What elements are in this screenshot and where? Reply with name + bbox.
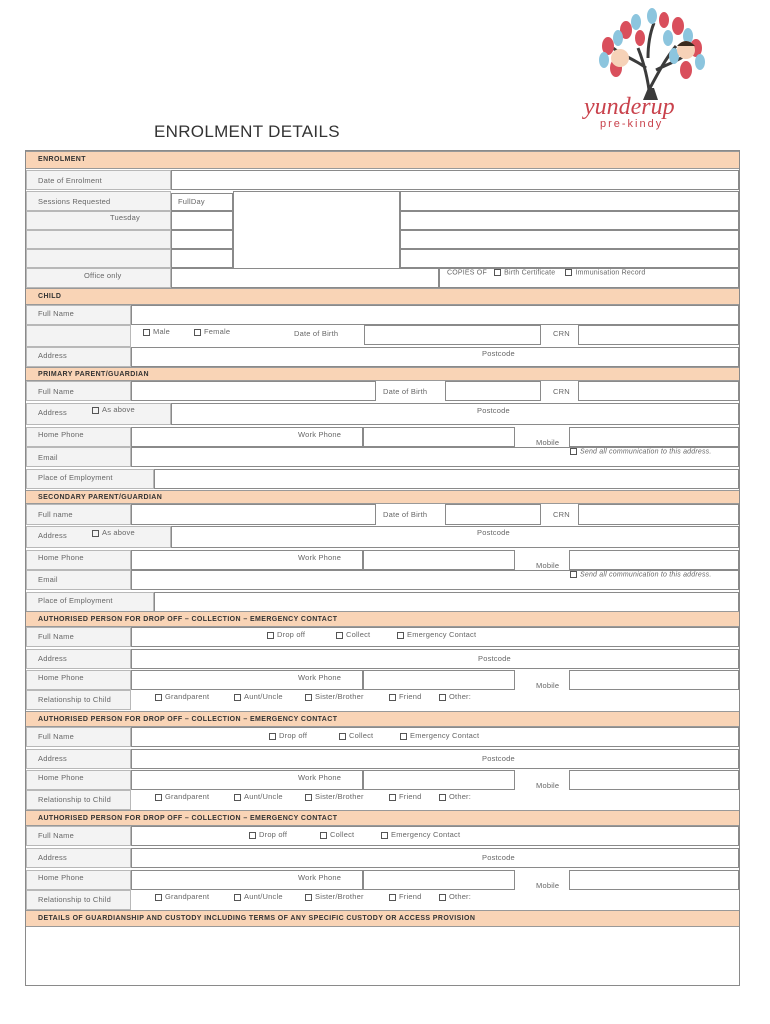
auth1-fullname-label: Full Name (38, 632, 74, 641)
auth2-work-input[interactable] (363, 770, 515, 790)
auth1-dropoff-label: Drop off (277, 630, 306, 639)
auth1-aunt-label: Aunt/Uncle (244, 692, 283, 701)
child-fullname-label: Full Name (38, 309, 74, 318)
auth2-work-label: Work Phone (298, 773, 342, 782)
primary-send-label: Send all communication to this address. (580, 448, 712, 456)
auth2-postcode-label: Postcode (482, 754, 515, 763)
auth2-grandparent-checkbox[interactable] (155, 794, 162, 801)
auth3-header: AUTHORISED PERSON FOR DROP OFF – COLLECTION – EMERGENCY CONTACT (26, 810, 739, 826)
auth1-emergency-checkbox[interactable] (397, 632, 404, 639)
male-checkbox[interactable] (143, 329, 150, 336)
auth1-grandparent-label: Grandparent (165, 692, 210, 701)
child-dob-label: Date of Birth (294, 329, 339, 338)
fullday-label: FullDay (178, 197, 205, 206)
secondary-employment-label: Place of Employment (38, 596, 113, 605)
notes-input-1[interactable] (400, 191, 739, 211)
auth1-collect-label: Collect (346, 630, 371, 639)
child-postcode-label: Postcode (482, 349, 515, 358)
label-cell (26, 249, 171, 268)
auth2-sister-label: Sister/Brother (315, 792, 364, 801)
secondary-home-label: Home Phone (38, 553, 84, 562)
primary-address-input[interactable] (171, 403, 739, 425)
auth2-collect-checkbox[interactable] (339, 733, 346, 740)
auth3-emergency-label: Emergency Contact (391, 830, 461, 839)
auth3-aunt-checkbox[interactable] (234, 894, 241, 901)
birth-certificate-checkbox[interactable] (494, 269, 501, 276)
office-only-label: Office only (84, 271, 122, 280)
auth1-dropoff-checkbox[interactable] (267, 632, 274, 639)
auth3-address-label: Address (38, 853, 67, 862)
primary-email-label: Email (38, 453, 58, 462)
primary-crn-input[interactable] (578, 381, 739, 401)
auth3-other-checkbox[interactable] (439, 894, 446, 901)
primary-header: PRIMARY PARENT/GUARDIAN (26, 367, 739, 381)
auth3-dropoff-checkbox[interactable] (249, 832, 256, 839)
label-cell (26, 230, 171, 249)
immunisation-checkbox[interactable] (565, 269, 572, 276)
auth1-sister-label: Sister/Brother (315, 692, 364, 701)
primary-mobile-label: Mobile (536, 438, 560, 447)
immunisation-label: Immunisation Record (575, 269, 646, 277)
male-label: Male (153, 327, 171, 336)
primary-home-label: Home Phone (38, 430, 84, 439)
auth1-other-checkbox[interactable] (439, 694, 446, 701)
auth1-postcode-label: Postcode (478, 654, 511, 663)
primary-crn-label: CRN (553, 387, 570, 396)
secondary-employment-input[interactable] (154, 592, 739, 612)
auth3-work-input[interactable] (363, 870, 515, 890)
auth2-relationship-label: Relationship to Child (38, 795, 111, 804)
custody-header: DETAILS OF GUARDIANSHIP AND CUSTODY INCLUDING TERMS OF ANY SPECIFIC CUSTODY OR ACCESS PROVISION (26, 910, 739, 927)
auth2-address-label: Address (38, 754, 67, 763)
auth2-collect-label: Collect (349, 731, 374, 740)
auth2-emergency-checkbox[interactable] (400, 733, 407, 740)
auth1-aunt-checkbox[interactable] (234, 694, 241, 701)
auth1-relationship-label: Relationship to Child (38, 695, 111, 704)
auth1-collect-checkbox[interactable] (336, 632, 343, 639)
auth3-fullname-label: Full Name (38, 831, 74, 840)
secondary-fullname-label: Full name (38, 510, 73, 519)
auth3-mobile-input[interactable] (569, 870, 739, 890)
secondary-as-above-checkbox[interactable] (92, 530, 99, 537)
auth1-address-label: Address (38, 654, 67, 663)
auth3-dropoff-label: Drop off (259, 830, 288, 839)
auth3-friend-checkbox[interactable] (389, 894, 396, 901)
secondary-crn-input[interactable] (578, 504, 739, 525)
auth3-sister-checkbox[interactable] (305, 894, 312, 901)
auth3-aunt-label: Aunt/Uncle (244, 892, 283, 901)
enrolment-header: ENROLMENT (26, 151, 739, 169)
auth3-work-label: Work Phone (298, 873, 342, 882)
auth3-friend-label: Friend (399, 892, 422, 901)
page-title: ENROLMENT DETAILS (154, 122, 340, 141)
auth2-fullname-label: Full Name (38, 732, 74, 741)
auth3-collect-checkbox[interactable] (320, 832, 327, 839)
secondary-as-above-label: As above (102, 528, 135, 537)
auth3-collect-label: Collect (330, 830, 355, 839)
secondary-email-label: Email (38, 575, 58, 584)
secondary-work-input[interactable] (363, 550, 515, 570)
auth1-mobile-input[interactable] (569, 670, 739, 690)
notes-input-2[interactable] (400, 211, 739, 230)
child-address-label: Address (38, 351, 67, 360)
secondary-work-label: Work Phone (298, 553, 342, 562)
female-label: Female (204, 327, 231, 336)
secondary-header: SECONDARY PARENT/GUARDIAN (26, 490, 739, 504)
auth1-other-label: Other: (449, 692, 472, 701)
auth2-dropoff-label: Drop off (279, 731, 308, 740)
child-address-input[interactable] (131, 347, 739, 367)
notes-input-3[interactable] (400, 230, 739, 249)
primary-fullname-input[interactable] (131, 381, 376, 401)
auth3-postcode-label: Postcode (482, 853, 515, 862)
primary-postcode-label: Postcode (477, 406, 510, 415)
label-cell (26, 211, 171, 230)
auth2-other-label: Other: (449, 792, 472, 801)
sessions-blank[interactable] (233, 191, 400, 269)
auth2-address-input[interactable] (131, 749, 739, 769)
auth2-aunt-label: Aunt/Uncle (244, 792, 283, 801)
date-of-enrolment-input[interactable] (171, 170, 739, 190)
label-cell (26, 325, 131, 347)
auth2-sister-checkbox[interactable] (305, 794, 312, 801)
secondary-address-label: Address (38, 531, 67, 540)
tuesday-label: Tuesday (110, 213, 140, 222)
custody-details-textarea[interactable] (26, 927, 739, 985)
secondary-fullname-input[interactable] (131, 504, 376, 525)
sessions-requested-label: Sessions Requested (38, 197, 111, 206)
secondary-mobile-input[interactable] (569, 550, 739, 570)
auth3-home-label: Home Phone (38, 873, 84, 882)
secondary-address-input[interactable] (171, 526, 739, 548)
auth1-header: AUTHORISED PERSON FOR DROP OFF – COLLECTION – EMERGENCY CONTACT (26, 611, 739, 627)
auth1-work-label: Work Phone (298, 673, 342, 682)
primary-work-label: Work Phone (298, 430, 342, 439)
session-cell[interactable] (171, 249, 233, 268)
birth-certificate-label: Birth Certificate (504, 269, 556, 277)
auth1-grandparent-checkbox[interactable] (155, 694, 162, 701)
auth3-other-label: Other: (449, 892, 472, 901)
auth3-address-input[interactable] (131, 848, 739, 868)
auth2-friend-label: Friend (399, 792, 422, 801)
secondary-crn-label: CRN (553, 510, 570, 519)
auth3-sister-label: Sister/Brother (315, 892, 364, 901)
auth3-relationship-label: Relationship to Child (38, 895, 111, 904)
logo-tagline: pre-kindy (600, 118, 664, 130)
secondary-dob-label: Date of Birth (383, 510, 428, 519)
primary-address-label: Address (38, 408, 67, 417)
tuesday-cell[interactable] (171, 211, 233, 230)
primary-as-above-label: As above (102, 405, 135, 414)
auth1-sister-checkbox[interactable] (305, 694, 312, 701)
auth3-grandparent-label: Grandparent (165, 892, 210, 901)
child-fullname-input[interactable] (131, 305, 739, 325)
auth1-work-input[interactable] (363, 670, 515, 690)
primary-dob-input[interactable] (445, 381, 541, 401)
primary-mobile-input[interactable] (569, 427, 739, 447)
logo-brand: yunderup (584, 94, 675, 120)
auth1-friend-checkbox[interactable] (389, 694, 396, 701)
auth2-friend-checkbox[interactable] (389, 794, 396, 801)
copies-of-label: COPIES OF (447, 269, 487, 277)
auth1-mobile-label: Mobile (536, 681, 560, 690)
auth2-mobile-label: Mobile (536, 781, 560, 790)
auth1-emergency-label: Emergency Contact (407, 630, 477, 639)
child-crn-input[interactable] (578, 325, 739, 345)
auth2-dropoff-checkbox[interactable] (269, 733, 276, 740)
primary-employment-label: Place of Employment (38, 473, 113, 482)
date-of-enrolment-label: Date of Enrolment (38, 176, 102, 185)
auth2-other-checkbox[interactable] (439, 794, 446, 801)
primary-employment-input[interactable] (154, 469, 739, 489)
secondary-dob-input[interactable] (445, 504, 541, 525)
auth2-mobile-input[interactable] (569, 770, 739, 790)
female-checkbox[interactable] (194, 329, 201, 336)
auth2-grandparent-label: Grandparent (165, 792, 210, 801)
primary-send-checkbox[interactable] (570, 448, 577, 455)
notes-input-4[interactable] (400, 249, 739, 268)
primary-fullname-label: Full Name (38, 387, 74, 396)
auth2-home-label: Home Phone (38, 773, 84, 782)
child-crn-label: CRN (553, 329, 570, 338)
office-input[interactable] (171, 268, 439, 288)
child-dob-input[interactable] (364, 325, 541, 345)
primary-as-above-checkbox[interactable] (92, 407, 99, 414)
session-cell[interactable] (171, 230, 233, 249)
auth1-address-input[interactable] (131, 649, 739, 669)
auth2-header: AUTHORISED PERSON FOR DROP OFF – COLLECTION – EMERGENCY CONTACT (26, 711, 739, 727)
primary-work-input[interactable] (363, 427, 515, 447)
auth2-aunt-checkbox[interactable] (234, 794, 241, 801)
auth3-emergency-checkbox[interactable] (381, 832, 388, 839)
primary-dob-label: Date of Birth (383, 387, 428, 396)
secondary-postcode-label: Postcode (477, 528, 510, 537)
child-header: CHILD (26, 288, 739, 305)
secondary-mobile-label: Mobile (536, 561, 560, 570)
secondary-send-checkbox[interactable] (570, 571, 577, 578)
enrolment-form (25, 150, 740, 986)
auth2-emergency-label: Emergency Contact (410, 731, 480, 740)
secondary-send-label: Send all communication to this address. (580, 571, 712, 579)
auth3-mobile-label: Mobile (536, 881, 560, 890)
auth1-home-label: Home Phone (38, 673, 84, 682)
logo (578, 8, 728, 133)
auth3-grandparent-checkbox[interactable] (155, 894, 162, 901)
auth1-friend-label: Friend (399, 692, 422, 701)
